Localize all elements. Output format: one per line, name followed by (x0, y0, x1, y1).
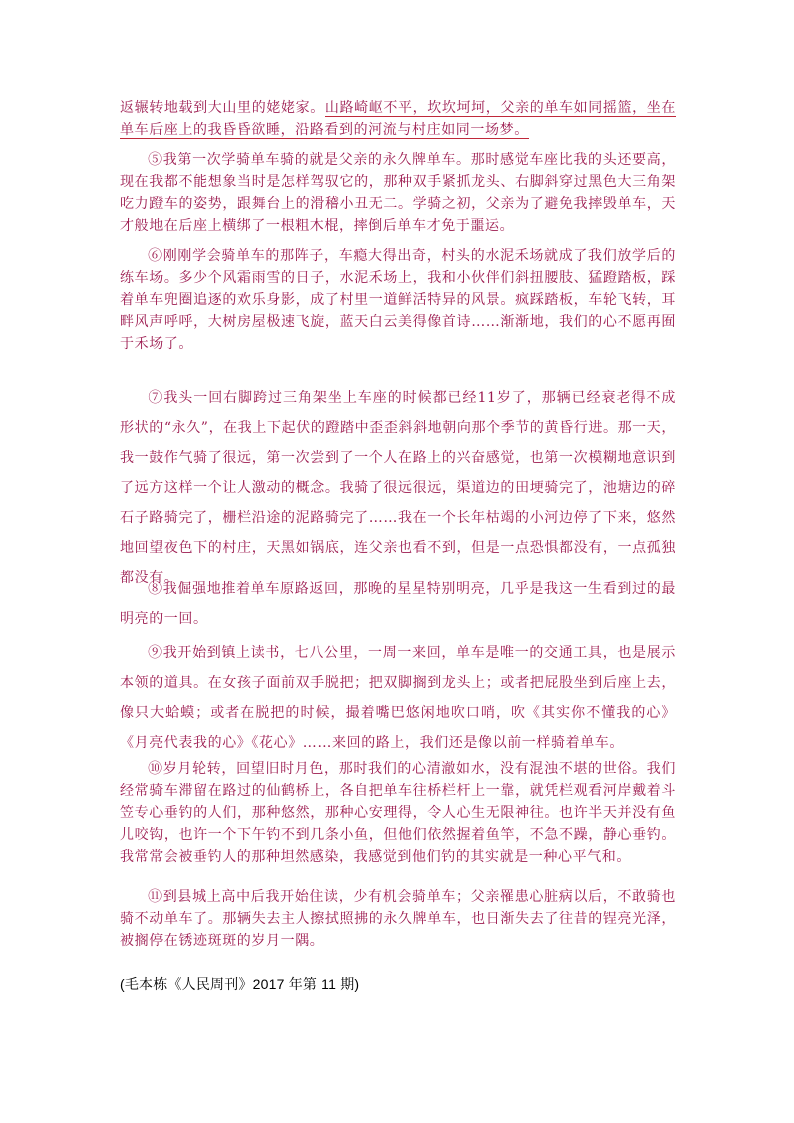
paragraph-8: ⑧我倔强地推着单车原路返回，那晚的星星特别明亮，几乎是我这一生看到过的最明亮的一回。 (120, 581, 676, 627)
paragraph-11: ⑪到县城上高中后我开始住读，少有机会骑单车；父亲罹患心脏病以后，不敢骑也骑不动单车了。那辆失去主人擦拭照拂的永久牌单车，也日渐失去了往昔的锃亮光泽，被搁停在锈迹斑斑的岁月一隅。 (120, 889, 676, 949)
paragraph-10: ⑩岁月轮转，回望旧时月色，那时我们的心清澈如水，没有混浊不堪的世俗。我们经常骑车滞留在路过的仙鹤桥上，各自把单车往桥栏杆上一靠，就凭栏观看河岸戴着斗笠专心垂钓的人们，那种悠然，那种心安理得，令人心生无限神往。也许半天并没有鱼儿咬钩，也许一个下午钓不到几条小鱼，但他们依然握着鱼竿，不急不躁，静心垂钓。我常常会被垂钓人的那种坦然感染，我感觉到他们钓的其实就是一种心平气和。 (120, 761, 676, 865)
paragraph-4-end (120, 97, 676, 141)
paragraph-6: ⑥刚刚学会骑单车的那阵子，车瘾大得出奇，村头的水泥禾场就成了我们放学后的练车场。多少个风霜雨雪的日子，水泥禾场上，我和小伙伴们斜扭腰肢、猛蹬踏板，踩着单车兜圈追逐的欢乐身影，成了村里一道鲜活特异的风景。疯踩踏板，车轮飞转，耳畔风声呼呼，大树房屋极速飞旋，蓝天白云美得像首诗……渐渐地，我们的心不愿再囿于禾场了。 (120, 248, 676, 352)
article-source: (毛本栋《人民周刊》2017 年第 11 期) (120, 976, 360, 992)
p4-plain-text: 返辗转地载到大山里的姥姥家。 (120, 100, 325, 116)
paragraph-5: ⑤我第一次学骑单车骑的就是父亲的永久牌单车。那时感觉车座比我的头还要高，现在我都不能想象当时是怎样驾驭它的，那种双手紧抓龙头、右脚斜穿过黑色大三角架吃力蹬车的姿势，跟舞台上的滑稽小丑无二。学骑之初，父亲为了避免我摔毁单车，天才般地在后座上横绑了一根粗木棍，摔倒后单车才免于噩运。 (120, 152, 676, 234)
p4-underlined-text: 山路崎岖不平，坎坎坷坷，父亲的单车如同摇篮，坐在单车后座上的我昏昏欲睡，沿路看到的河流与村庄如同一场梦。 (120, 100, 676, 138)
paragraph-9: ⑨我开始到镇上读书，七八公里，一周一来回，单车是唯一的交通工具，也是展示本领的道具。在女孩子面前双手脱把；把双脚搁到龙头上；或者把屁股坐到后座上去，像只大蛤蟆；或者在脱把的时候，撮着嘴巴悠闲地吹口哨，吹《其实你不懂我的心》《月亮代表我的心》《花心》……来回的路上，我们还是像以前一样骑着单车。 (120, 645, 676, 751)
paragraph-7: ⑦我头一回右脚跨过三角架坐上车座的时候都已经11岁了，那辆已经衰老得不成形状的“永久”，在我上下起伏的蹬踏中歪歪斜斜地朝向那个季节的黄昏行进。那一天，我一鼓作气骑了很远，第一次尝到了一个人在路上的兴奋感觉，也第一次模糊地意识到了远方这样一个让人激动的概念。我骑了很远很远，渠道边的田埂骑完了，池塘边的碎石子路骑完了，栅栏沿途的泥路骑完了……我在一个长年枯竭的小河边停了下来，悠然地回望夜色下的村庄，天黑如锅底，连父亲也看不到，但是一点恐惧都没有，一点孤独都没有。 (120, 390, 676, 586)
